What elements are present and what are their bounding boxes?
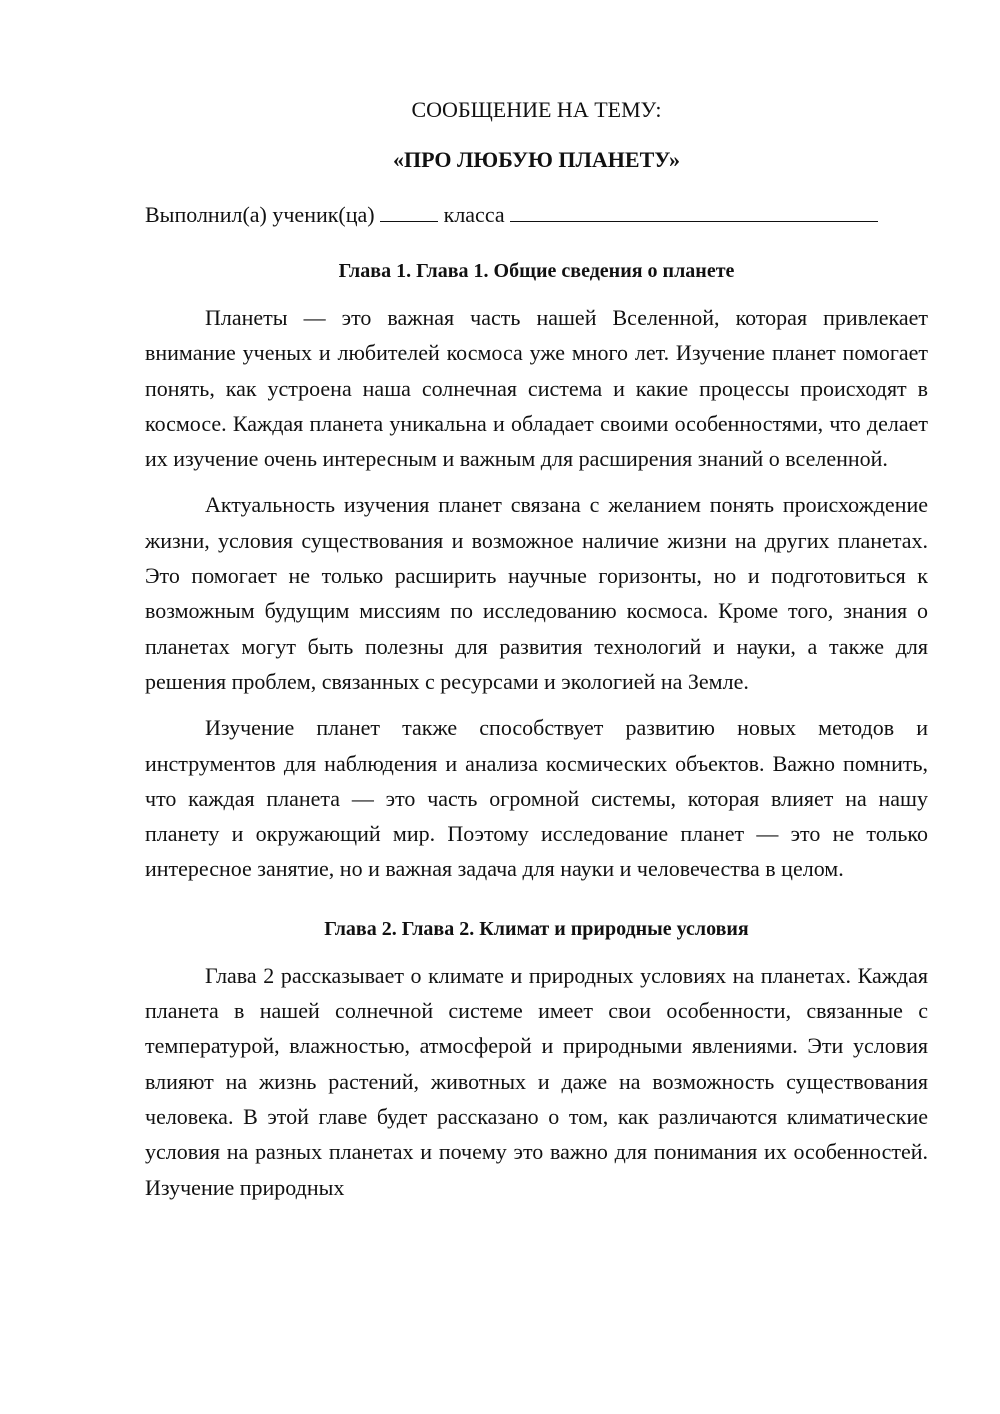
grade-blank-field[interactable] — [380, 199, 438, 222]
class-label: класса — [443, 202, 505, 227]
chapter-1-paragraph: Планеты — это важная часть нашей Вселенной, которая привлекает внимание ученых и любителей космоса уже много лет. Изучение планет помогает понять, как устроена наша солнечная система и какие процессы происходят в космосе. Каждая планета уникальна и обладает своими особенностями, что делает их изучение очень интересным и важным для расширения знаний о вселенной. — [145, 305, 928, 472]
document-title-line-1: СООБЩЕНИЕ НА ТЕМУ: — [411, 97, 662, 122]
author-label: Выполнил(а) ученик(ца) — [145, 202, 375, 227]
chapter-2-heading: Глава 2. Глава 2. Климат и природные условия — [324, 917, 749, 940]
name-blank-field[interactable] — [510, 199, 878, 222]
chapter-1-paragraph: Актуальность изучения планет связана с желанием понять происхождение жизни, условия существования и возможное наличие жизни на других планетах. Это помогает не только расширить научные горизонты, но и подготовиться к возможным будущим миссиям по исследованию космоса. Кроме того, знания о планетах могут быть полезны для развития технологий и науки, а также для решения проблем, связанных с ресурсами и экологией на Земле. — [145, 492, 928, 694]
document-title-line-2: «ПРО ЛЮБУЮ ПЛАНЕТУ» — [393, 147, 680, 172]
author-line — [145, 199, 928, 230]
chapter-2-paragraph: Глава 2 рассказывает о климате и природных условиях на планетах. Каждая планета в нашей солнечной системе имеет свои особенности, связанные с температурой, влажностью, атмосферой и природными явлениями. Эти условия влияют на жизнь растений, животных и даже на возможность существования человека. В этой главе будет рассказано о том, как различаются климатические условия на разных планетах и почему это важно для понимания их особенностей. Изучение природных — [145, 962, 928, 1200]
chapter-1-paragraph: Изучение планет также способствует развитию новых методов и инструментов для наблюдения и анализа космических объектов. Важно помнить, что каждая планета — это часть огромной системы, которая влияет на нашу планету и окружающий мир. Поэтому исследование планет — это не только интересное занятие, но и важная задача для науки и человечества в целом. — [145, 715, 928, 882]
document-page — [145, 95, 928, 1205]
chapter-1-heading: Глава 1. Глава 1. Общие сведения о планете — [338, 260, 735, 282]
